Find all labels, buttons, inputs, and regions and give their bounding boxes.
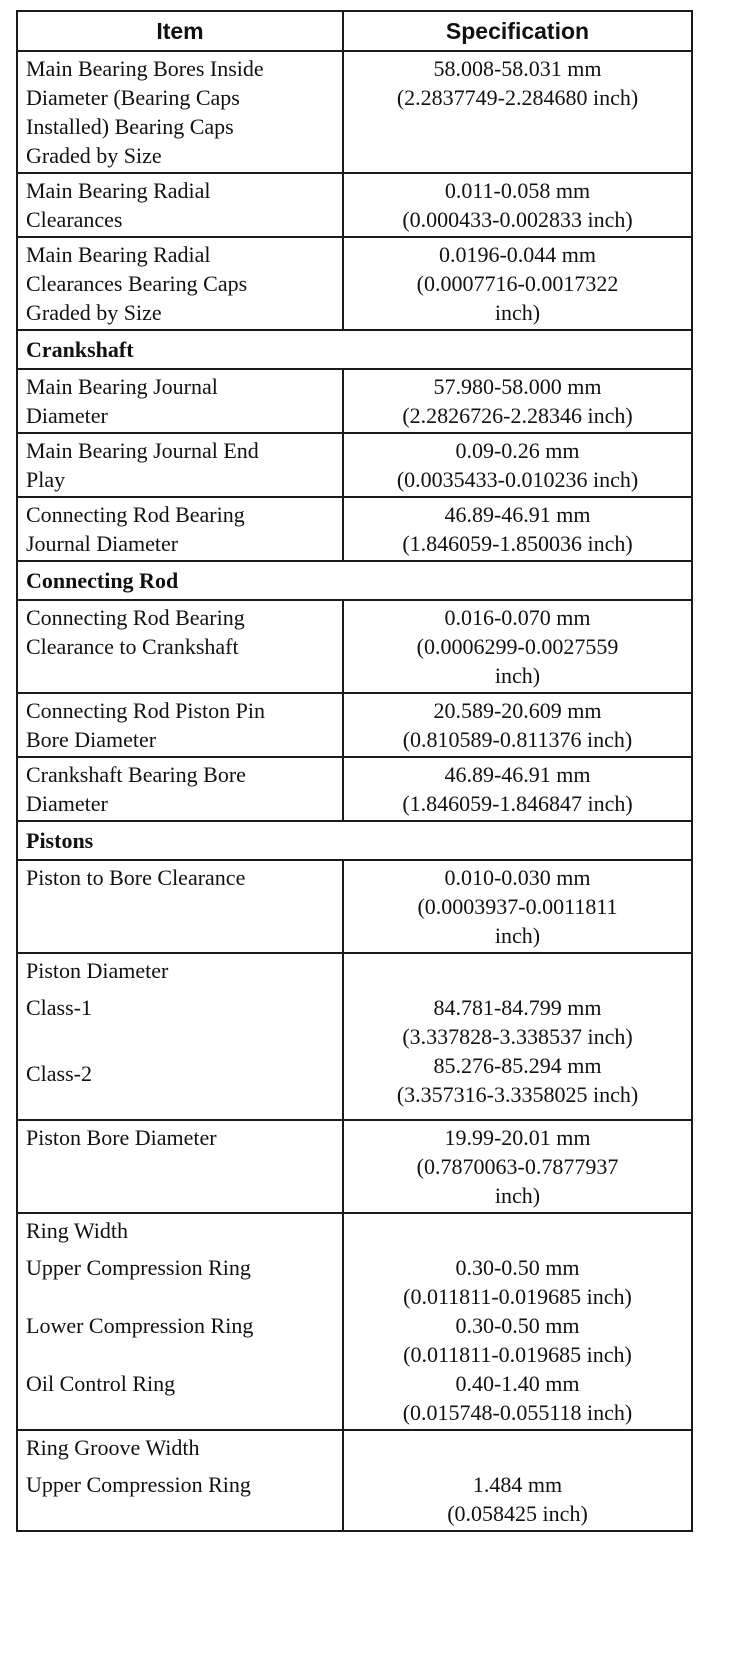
item-cell [17,237,343,330]
table-row [17,497,692,561]
spec-imperial: (0.011811-0.019685 inch) [403,1342,632,1367]
spec-metric: 0.09-0.26 mm [455,438,580,463]
spec-metric: 19.99-20.01 mm [444,1125,591,1150]
item-text: Graded by Size [26,143,162,168]
table-row [17,173,692,237]
item-text: Ring Width [26,1218,128,1243]
spec-imperial: (2.2837749-2.284680 inch) [396,85,639,110]
item-text: Play [26,467,66,492]
item-cell [17,600,343,693]
spec-imperial: (0.058425 inch) [447,1501,588,1526]
item-text: Clearances [26,207,123,232]
item-cell [17,1213,343,1430]
spec-cell [343,953,692,1120]
spec-cell [343,1213,692,1430]
table-row [17,1213,692,1430]
spec-imperial: (0.0035433-0.010236 inch) [396,467,639,492]
spec-imperial: (0.011811-0.019685 inch) [403,1284,632,1309]
spec-metric: 0.0196-0.044 mm [438,242,597,267]
table-row [17,600,692,693]
item-text: Diameter [26,403,108,428]
section-row-crankshaft [17,330,692,369]
upper-ring-label: Upper Compression Ring [26,1255,251,1280]
item-text: Diameter [26,791,108,816]
spec-metric: 46.89-46.91 mm [444,502,591,527]
table-row [17,1120,692,1213]
table-row [17,51,692,173]
spec-cell [343,1430,692,1531]
spec-metric: 85.276-85.294 mm [433,1053,602,1078]
spec-metric: 0.30-0.50 mm [455,1255,580,1280]
item-text: Clearances Bearing Caps [26,271,248,296]
section-title: Connecting Rod [17,561,692,600]
item-cell [17,369,343,433]
item-cell [17,693,343,757]
item-cell [17,173,343,237]
spec-imperial: (3.357316-3.3358025 inch) [396,1082,639,1107]
item-cell [17,51,343,173]
spec-metric: 0.40-1.40 mm [455,1371,580,1396]
table-row [17,237,692,330]
spec-metric: 57.980-58.000 mm [433,374,602,399]
spec-header: Specification [343,11,692,51]
table-row [17,953,692,1120]
spec-metric: 0.30-0.50 mm [455,1313,580,1338]
spec-metric: 46.89-46.91 mm [444,762,591,787]
item-text: Main Bearing Bores Inside [26,56,264,81]
spec-imperial: (0.0006299-0.0027559 [416,634,619,659]
spec-cell [343,497,692,561]
table-row [17,433,692,497]
spec-metric: 84.781-84.799 mm [433,995,602,1020]
item-cell [17,860,343,953]
section-row-pistons [17,821,692,860]
spec-imperial: (0.0007716-0.0017322 [416,271,619,296]
lower-ring-label: Lower Compression Ring [26,1313,254,1338]
groove-upper-ring-label: Upper Compression Ring [26,1472,251,1497]
spec-metric: 20.589-20.609 mm [433,698,602,723]
table-row [17,757,692,821]
item-text: Piston Diameter [26,958,169,983]
item-cell [17,497,343,561]
spec-metric: 0.011-0.058 mm [444,178,591,203]
table-row [17,369,692,433]
section-row-connecting-rod [17,561,692,600]
spec-table [16,10,693,1532]
spec-cell [343,369,692,433]
spec-imperial: inch) [494,300,541,325]
section-title: Pistons [17,821,692,860]
spec-imperial: inch) [494,923,541,948]
item-text: Bore Diameter [26,727,157,752]
spec-imperial: (3.337828-3.338537 inch) [402,1024,633,1049]
class-2-label: Class-2 [26,1061,92,1086]
item-text: Graded by Size [26,300,162,325]
spec-imperial: (0.7870063-0.7877937 [416,1154,619,1179]
item-text: Main Bearing Journal [26,374,218,399]
spec-imperial: (0.015748-0.055118 inch) [402,1400,633,1425]
item-text: Main Bearing Radial [26,178,211,203]
item-header: Item [17,11,343,51]
spec-imperial: (0.0003937-0.0011811 [417,894,618,919]
item-text: Installed) Bearing Caps [26,114,234,139]
spec-imperial: (1.846059-1.846847 inch) [402,791,633,816]
spec-cell [343,1120,692,1213]
item-text: Connecting Rod Bearing [26,502,245,527]
item-text: Connecting Rod Piston Pin [26,698,265,723]
item-cell [17,1430,343,1531]
item-text: Connecting Rod Bearing [26,605,245,630]
item-cell [17,953,343,1120]
spec-cell [343,173,692,237]
header-row [17,11,692,51]
item-text: Journal Diameter [26,531,179,556]
section-title: Crankshaft [17,330,692,369]
spec-metric: 0.010-0.030 mm [444,865,591,890]
spec-imperial: (1.846059-1.850036 inch) [402,531,633,556]
spec-metric: 0.016-0.070 mm [444,605,591,630]
spec-metric: 58.008-58.031 mm [433,56,602,81]
item-text: Diameter (Bearing Caps [26,85,240,110]
spec-cell [343,693,692,757]
table-row [17,693,692,757]
item-text: Piston Bore Diameter [26,1125,217,1150]
spec-imperial: (2.2826726-2.28346 inch) [402,403,633,428]
table-row [17,1430,692,1531]
item-cell [17,433,343,497]
spec-metric: 1.484 mm [472,1472,563,1497]
spec-imperial: (0.810589-0.811376 inch) [402,727,633,752]
item-text: Piston to Bore Clearance [26,865,246,890]
item-cell [17,757,343,821]
spec-imperial: inch) [494,663,541,688]
spec-cell [343,860,692,953]
item-text: Clearance to Crankshaft [26,634,239,659]
spec-cell [343,433,692,497]
spec-cell [343,600,692,693]
spec-cell [343,51,692,173]
spec-cell [343,237,692,330]
spec-imperial: inch) [494,1183,541,1208]
spec-imperial: (0.000433-0.002833 inch) [402,207,633,232]
table-row [17,860,692,953]
class-1-label: Class-1 [26,995,92,1020]
oil-ring-label: Oil Control Ring [26,1371,176,1396]
item-text: Ring Groove Width [26,1435,200,1460]
item-cell [17,1120,343,1213]
item-text: Crankshaft Bearing Bore [26,762,246,787]
item-text: Main Bearing Journal End [26,438,259,463]
item-text: Main Bearing Radial [26,242,211,267]
spec-cell [343,757,692,821]
